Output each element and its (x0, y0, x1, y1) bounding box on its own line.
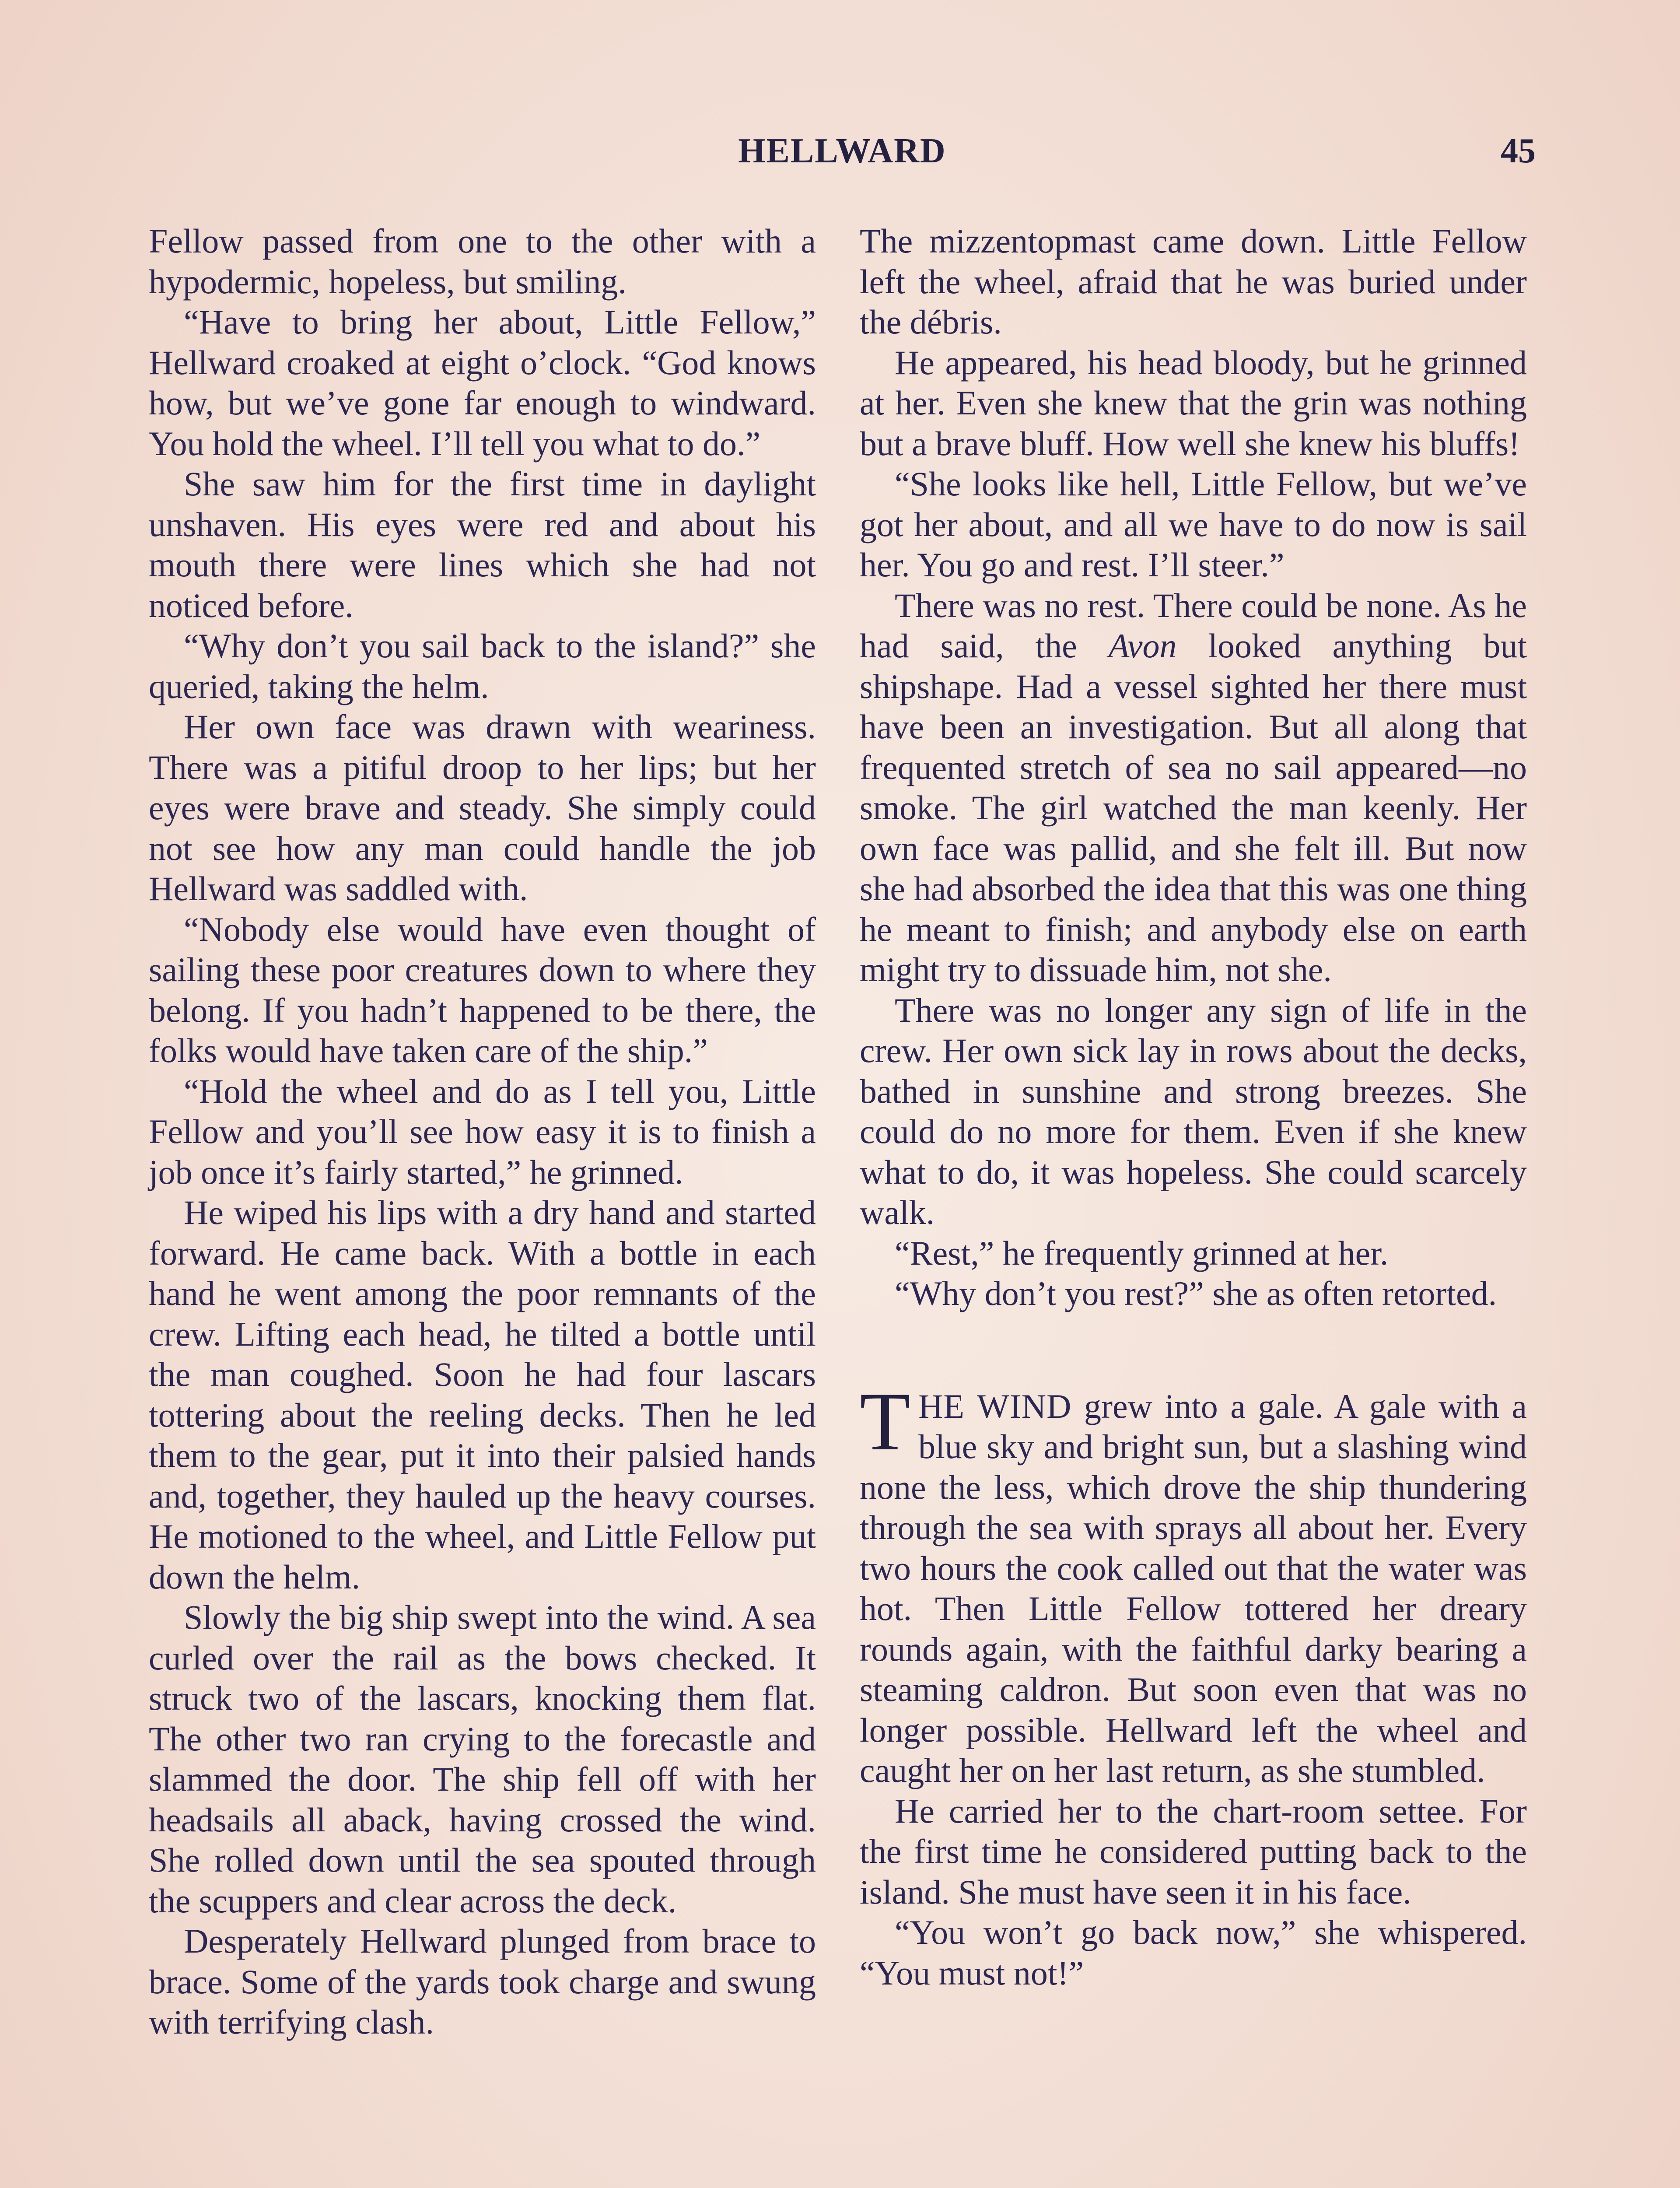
paragraph: Her own face was drawn with weariness. There was a pitiful droop to her lips; but her eyes were brave and steady. She simply could not see how any man could handle the job Hellward was saddled with. (149, 708, 816, 908)
paragraph: There was no longer any sign of life in the crew. Her own sick lay in rows about the decks, bathed in sunshine and strong breezes. She could do no more for them. Even if she knew what to do, it was hopeless. She could scarcely walk. (860, 991, 1527, 1231)
text-run: looked anything but shipshape. Had a vessel sighted her there must have been an investigation. But all along that frequented stretch of sea no sail appeared—no smoke. The girl watched the man keenly. Her own face was pallid, and she felt ill. But now she had absorbed the idea that this was one thing he meant to finish; and anybody else on earth might try to dissuade him, not she. (860, 627, 1527, 989)
paragraph: “Why don’t you rest?” she as often retorted. (895, 1274, 1497, 1312)
page-number: 45 (1501, 132, 1536, 170)
paragraph: “You won’t go back now,” she whispered. “You must not!” (860, 1913, 1527, 1992)
paragraph: He appeared, his head bloody, but he grinned at her. Even she knew that the grin was nothing but a brave bluff. How well she knew his bluffs! (860, 343, 1527, 463)
drop-cap: T (860, 1375, 911, 1468)
paragraph: “Why don’t you sail back to the island?” she queried, taking the helm. (149, 627, 816, 705)
paragraph: “Have to bring her about, Little Fellow,” Hellward croaked at eight o’clock. “God knows how, but we’ve gone far enough to windward. You hold the wheel. I’ll tell you what to do.” (149, 303, 816, 463)
paragraph: He carried her to the chart-room settee. For the first time he considered putting back to the island. She must have seen it in his face. (860, 1792, 1527, 1911)
running-header (149, 131, 1536, 179)
ship-name: Avon (1108, 627, 1177, 665)
running-title: HELLWARD (738, 132, 946, 170)
text-run: There was no rest. There could be none. As he had said, the (860, 586, 1527, 665)
paragraph: “She looks like hell, Little Fellow, but we’ve got her about, and all we have to do now is sail her. You go and rest. I’ll steer.” (860, 465, 1527, 584)
section-lead: HE WIND (918, 1387, 1072, 1425)
paragraph: Fellow passed from one to the other with a hypodermic, hopeless, but smiling. (149, 222, 816, 301)
right-column (860, 221, 1527, 1993)
paragraph: “Nobody else would have even thought of sailing these poor creatures down to where they belong. If you hadn’t happened to be there, the folks would have taken care of the ship.” (149, 910, 816, 1069)
section-opening-paragraph (860, 1375, 1527, 1791)
paragraph: The mizzentopmast came down. Little Fellow left the wheel, afraid that he was buried under the débris. (860, 222, 1527, 341)
paragraph: She saw him for the first time in daylight unshaven. His eyes were red and about his mouth there were lines which she had not noticed before. (149, 465, 816, 624)
paragraph: Slowly the big ship swept into the wind. A sea curled over the rail as the bows checked. It struck two of the lascars, knocking them flat. The other two ran crying to the forecastle and slammed the door. The ship fell off with her headsails all aback, having crossed the wind. She rolled down until the sea spouted through the scuppers and clear across the deck. (149, 1598, 816, 1920)
paragraph-avon (860, 586, 1527, 990)
paragraph: “Hold the wheel and do as I tell you, Little Fellow and you’ll see how easy it is to finish a job once it’s fairly started,” he grinned. (149, 1072, 816, 1191)
text-run: grew into a gale. A gale with a blue sky and bright sun, but a slashing wind none the less, which drove the ship thundering through the sea with sprays all about her. Every two hours the cook called out that the water was hot. Then Little Fellow tottered her dreary rounds again, with the faithful darky bearing a steaming caldron. But soon even that was no longer possible. Hellward left the wheel and caught her on her last return, as she stumbled. (860, 1387, 1527, 1789)
paragraph: He wiped his lips with a dry hand and started forward. He came back. With a bottle in each hand he went among the poor remnants of the crew. Lifting each head, he tilted a bottle until the man coughed. Soon he had four lascars tottering about the reeling decks. Then he led them to the gear, put it into their palsied hands and, together, they hauled up the heavy courses. He motioned to the wheel, and Little Fellow put down the helm. (149, 1193, 816, 1596)
left-column (149, 221, 816, 2043)
paragraph: “Rest,” he frequently grinned at her. (895, 1234, 1389, 1272)
paragraph: Desperately Hellward plunged from brace to brace. Some of the yards took charge and swung with terrifying clash. (149, 1922, 816, 2041)
